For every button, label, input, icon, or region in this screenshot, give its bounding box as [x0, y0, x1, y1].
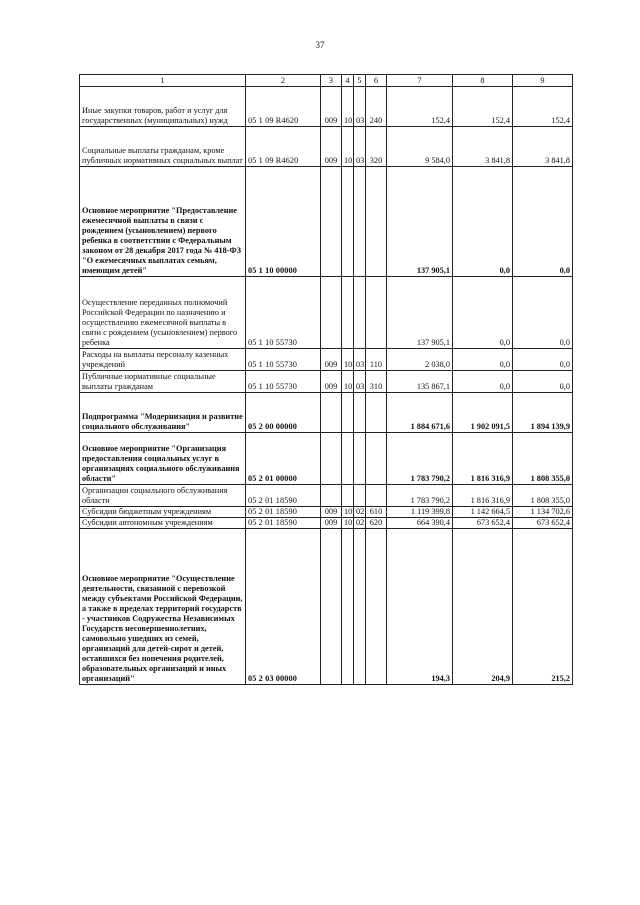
expense-type-code [366, 485, 387, 507]
subsection-code [354, 167, 366, 277]
subsection-code [354, 393, 366, 433]
expense-type-code [366, 529, 387, 685]
ministry-code [321, 167, 342, 277]
row-name: Субсидии автономным учреждениям [80, 518, 246, 529]
row-name: Организации социального обслуживания области [80, 485, 246, 507]
section-code [342, 393, 354, 433]
amount-col7: 1 119 399,8 [387, 507, 453, 518]
section-code: 10 [342, 507, 354, 518]
row-name: Основное мероприятие "Осуществление деятельности, связанной с перевозкой между субъектами Российской Федерации, а также в пределах территорий государств - участников Содружества Независимых Государств несовершеннолетних, самовольно ушедших из семей, организаций для детей-сирот и детей, оставшихся без попечения родителей, образовательных организаций и иных организаций" [80, 529, 246, 685]
subsection-code: 02 [354, 507, 366, 518]
table-row [80, 485, 573, 507]
section-code [342, 485, 354, 507]
ministry-code [321, 277, 342, 349]
amount-col8: 0,0 [453, 167, 513, 277]
amount-col7: 152,4 [387, 87, 453, 127]
amount-col8: 0,0 [453, 371, 513, 393]
section-code: 10 [342, 371, 354, 393]
expense-type-code [366, 393, 387, 433]
section-code [342, 433, 354, 485]
row-name: Подпрограмма "Модернизация и развитие социального обслуживания" [80, 393, 246, 433]
amount-col9: 1 808 355,0 [513, 485, 573, 507]
ministry-code: 009 [321, 349, 342, 371]
subsection-code [354, 529, 366, 685]
amount-col8: 204,9 [453, 529, 513, 685]
section-code: 10 [342, 349, 354, 371]
row-name: Иные закупки товаров, работ и услуг для государственных (муниципальных) нужд [80, 87, 246, 127]
expense-type-code: 320 [366, 127, 387, 167]
budget-code: 05 2 01 18590 [246, 485, 321, 507]
amount-col7: 1 783 790,2 [387, 485, 453, 507]
col-header: 4 [342, 75, 354, 87]
table-row [80, 529, 573, 685]
subsection-code: 03 [354, 371, 366, 393]
ministry-code [321, 485, 342, 507]
amount-col9: 0,0 [513, 349, 573, 371]
budget-table [79, 74, 573, 685]
table-row [80, 518, 573, 529]
amount-col8: 673 652,4 [453, 518, 513, 529]
amount-col9: 1 808 355,0 [513, 433, 573, 485]
expense-type-code [366, 433, 387, 485]
amount-col9: 152,4 [513, 87, 573, 127]
amount-col9: 0,0 [513, 277, 573, 349]
ministry-code: 009 [321, 371, 342, 393]
section-code: 10 [342, 518, 354, 529]
budget-code: 05 2 01 18590 [246, 507, 321, 518]
amount-col8: 1 142 664,5 [453, 507, 513, 518]
amount-col8: 1 816 316,9 [453, 433, 513, 485]
header-row [80, 75, 573, 87]
row-name: Осуществление переданных полномочий Российской Федерации по назначению и осуществлению ежемесячной выплаты в связи с рождением (усыновлением) первого ребенка [80, 277, 246, 349]
table-row [80, 433, 573, 485]
row-name: Расходы на выплаты персоналу казенных учреждений [80, 349, 246, 371]
row-name: Основное мероприятие "Организация предоставления социальных услуг в организациях социального обслуживания области" [80, 433, 246, 485]
amount-col8: 1 816 316,9 [453, 485, 513, 507]
row-name: Социальные выплаты гражданам, кроме публичных нормативных социальных выплат [80, 127, 246, 167]
section-code [342, 529, 354, 685]
section-code [342, 167, 354, 277]
expense-type-code [366, 277, 387, 349]
budget-code: 05 1 10 00000 [246, 167, 321, 277]
amount-col9: 1 894 139,9 [513, 393, 573, 433]
subsection-code: 02 [354, 518, 366, 529]
amount-col7: 1 884 671,6 [387, 393, 453, 433]
ministry-code: 009 [321, 507, 342, 518]
amount-col7: 135 867,1 [387, 371, 453, 393]
amount-col8: 0,0 [453, 277, 513, 349]
table-row [80, 277, 573, 349]
row-name: Основное мероприятие "Предоставление ежемесячной выплаты в связи с рождением (усыновлением) первого ребенка в соответствии с Федеральным законом от 28 декабря 2017 года № 418-ФЗ "О ежемесячных выплатах семьям, имеющим детей" [80, 167, 246, 277]
ministry-code: 009 [321, 127, 342, 167]
amount-col9: 673 652,4 [513, 518, 573, 529]
section-code [342, 277, 354, 349]
col-header: 2 [246, 75, 321, 87]
col-header: 5 [354, 75, 366, 87]
table-row [80, 393, 573, 433]
amount-col7: 9 584,0 [387, 127, 453, 167]
amount-col8: 3 841,8 [453, 127, 513, 167]
table-row [80, 127, 573, 167]
section-code: 10 [342, 127, 354, 167]
subsection-code: 03 [354, 349, 366, 371]
row-name: Субсидии бюджетным учреждениям [80, 507, 246, 518]
amount-col9: 3 841,8 [513, 127, 573, 167]
col-header: 9 [513, 75, 573, 87]
subsection-code: 03 [354, 127, 366, 167]
table-row [80, 87, 573, 127]
amount-col8: 1 902 091,5 [453, 393, 513, 433]
budget-code: 05 1 09 R4620 [246, 127, 321, 167]
amount-col7: 2 038,0 [387, 349, 453, 371]
ministry-code [321, 433, 342, 485]
subsection-code [354, 277, 366, 349]
amount-col9: 0,0 [513, 167, 573, 277]
expense-type-code: 240 [366, 87, 387, 127]
amount-col8: 0,0 [453, 349, 513, 371]
amount-col9: 1 134 702,6 [513, 507, 573, 518]
table-row [80, 507, 573, 518]
expense-type-code [366, 167, 387, 277]
col-header: 1 [80, 75, 246, 87]
expense-type-code: 310 [366, 371, 387, 393]
budget-code: 05 2 00 00000 [246, 393, 321, 433]
section-code: 10 [342, 87, 354, 127]
ministry-code: 009 [321, 87, 342, 127]
amount-col9: 215,2 [513, 529, 573, 685]
budget-code: 05 2 01 00000 [246, 433, 321, 485]
amount-col7: 664 390,4 [387, 518, 453, 529]
budget-code: 05 1 10 55730 [246, 349, 321, 371]
subsection-code [354, 433, 366, 485]
budget-code: 05 1 10 55730 [246, 277, 321, 349]
amount-col8: 152,4 [453, 87, 513, 127]
col-header: 8 [453, 75, 513, 87]
amount-col9: 0,0 [513, 371, 573, 393]
table-row [80, 371, 573, 393]
subsection-code: 03 [354, 87, 366, 127]
expense-type-code: 110 [366, 349, 387, 371]
col-header: 3 [321, 75, 342, 87]
ministry-code [321, 529, 342, 685]
amount-col7: 137 905,1 [387, 167, 453, 277]
ministry-code [321, 393, 342, 433]
amount-col7: 137 905,1 [387, 277, 453, 349]
col-header: 6 [366, 75, 387, 87]
budget-code: 05 2 01 18590 [246, 518, 321, 529]
ministry-code: 009 [321, 518, 342, 529]
page-number: 37 [315, 40, 325, 50]
table-row [80, 349, 573, 371]
col-header: 7 [387, 75, 453, 87]
amount-col7: 1 783 790,2 [387, 433, 453, 485]
expense-type-code: 620 [366, 518, 387, 529]
table-row [80, 167, 573, 277]
budget-code: 05 1 09 R4620 [246, 87, 321, 127]
row-name: Публичные нормативные социальные выплаты гражданам [80, 371, 246, 393]
budget-code: 05 1 10 55730 [246, 371, 321, 393]
budget-code: 05 2 03 00000 [246, 529, 321, 685]
subsection-code [354, 485, 366, 507]
amount-col7: 194,3 [387, 529, 453, 685]
expense-type-code: 610 [366, 507, 387, 518]
